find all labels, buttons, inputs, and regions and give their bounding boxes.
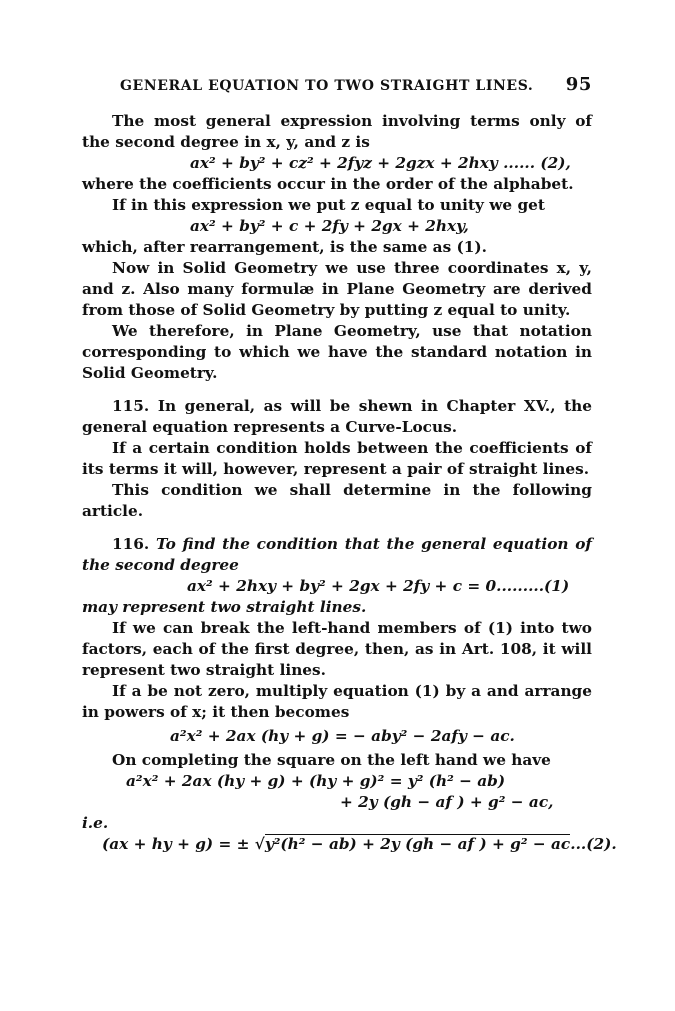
paragraph: If we can break the left-hand members of (1) into two factors, each of the first degree, then, as in Art. 108, it will represent two straight lines. [82, 619, 592, 679]
running-title: GENERAL EQUATION TO TWO STRAIGHT LINES. [120, 78, 534, 94]
paragraph: This condition we shall determine in the following article. [82, 481, 592, 520]
equation-label: ...(2). [570, 835, 617, 853]
section-number: 115. [112, 397, 150, 415]
section-title-tail: may represent two straight lines. [82, 598, 367, 616]
section-number: 116. [112, 535, 150, 553]
paragraph: If a certain condition holds between the coefficients of its terms it will, however, represent a pair of straight lines. [82, 439, 592, 478]
equation-expanded: a²x² + 2ax (hy + g) = − aby² − 2afy − ac. [170, 727, 515, 745]
equation-2: ax² + by² + cz² + 2fyz + 2gzx + 2hxy ...... (2), [190, 154, 571, 172]
section-116 [82, 534, 592, 576]
paragraph: Now in Solid Geometry we use three coordinates x, y, and z. Also many formulæ in Plane Geometry are derived from those of Solid Geometry by putting z equal to unity. [82, 259, 592, 319]
section-text: In general, as will be shewn in Chapter XV., the general equation represents a Curve-Locus. [82, 397, 592, 436]
paragraph: On completing the square on the left hand we have [112, 751, 551, 769]
equation-1: ax² + 2hxy + by² + 2gx + 2fy + c = 0.........(1) [187, 577, 570, 595]
paragraph: If a be not zero, multiply equation (1) by a and arrange in powers of x; it then becomes [82, 682, 592, 721]
sqrt-sign: √ [254, 835, 265, 853]
section-115 [82, 396, 592, 438]
radicand: y²(h² − ab) + 2y (gh − af ) + g² − ac [264, 835, 571, 853]
page-number: 95 [565, 74, 592, 95]
paragraph: where the coefficients occur in the order of the alphabet. [82, 175, 574, 193]
paragraph: The most general expression involving terms only of the second degree in x, y, and z is [82, 112, 592, 151]
paragraph: If in this expression we put z equal to unity we get [112, 196, 545, 214]
equation-completed-square: a²x² + 2ax (hy + g) + (hy + g)² = y² (h² − ab) [126, 772, 506, 790]
ie-label: i.e. [82, 814, 109, 832]
equation-expression: ax² + by² + c + 2fy + 2gx + 2hxy, [190, 217, 469, 235]
equation-continuation: + 2y (gh − af ) + g² − ac, [340, 793, 554, 811]
paragraph: We therefore, in Plane Geometry, use that notation corresponding to which we have the standard notation in Solid Geometry. [82, 322, 592, 382]
running-header [82, 74, 592, 95]
book-page [82, 74, 617, 855]
equation-2-root [82, 834, 617, 855]
paragraph: which, after rearrangement, is the same as (1). [82, 238, 487, 256]
section-title: To find the condition that the general equation of the second degree [82, 535, 592, 574]
root-left-side: (ax + hy + g) = ± [102, 835, 255, 853]
